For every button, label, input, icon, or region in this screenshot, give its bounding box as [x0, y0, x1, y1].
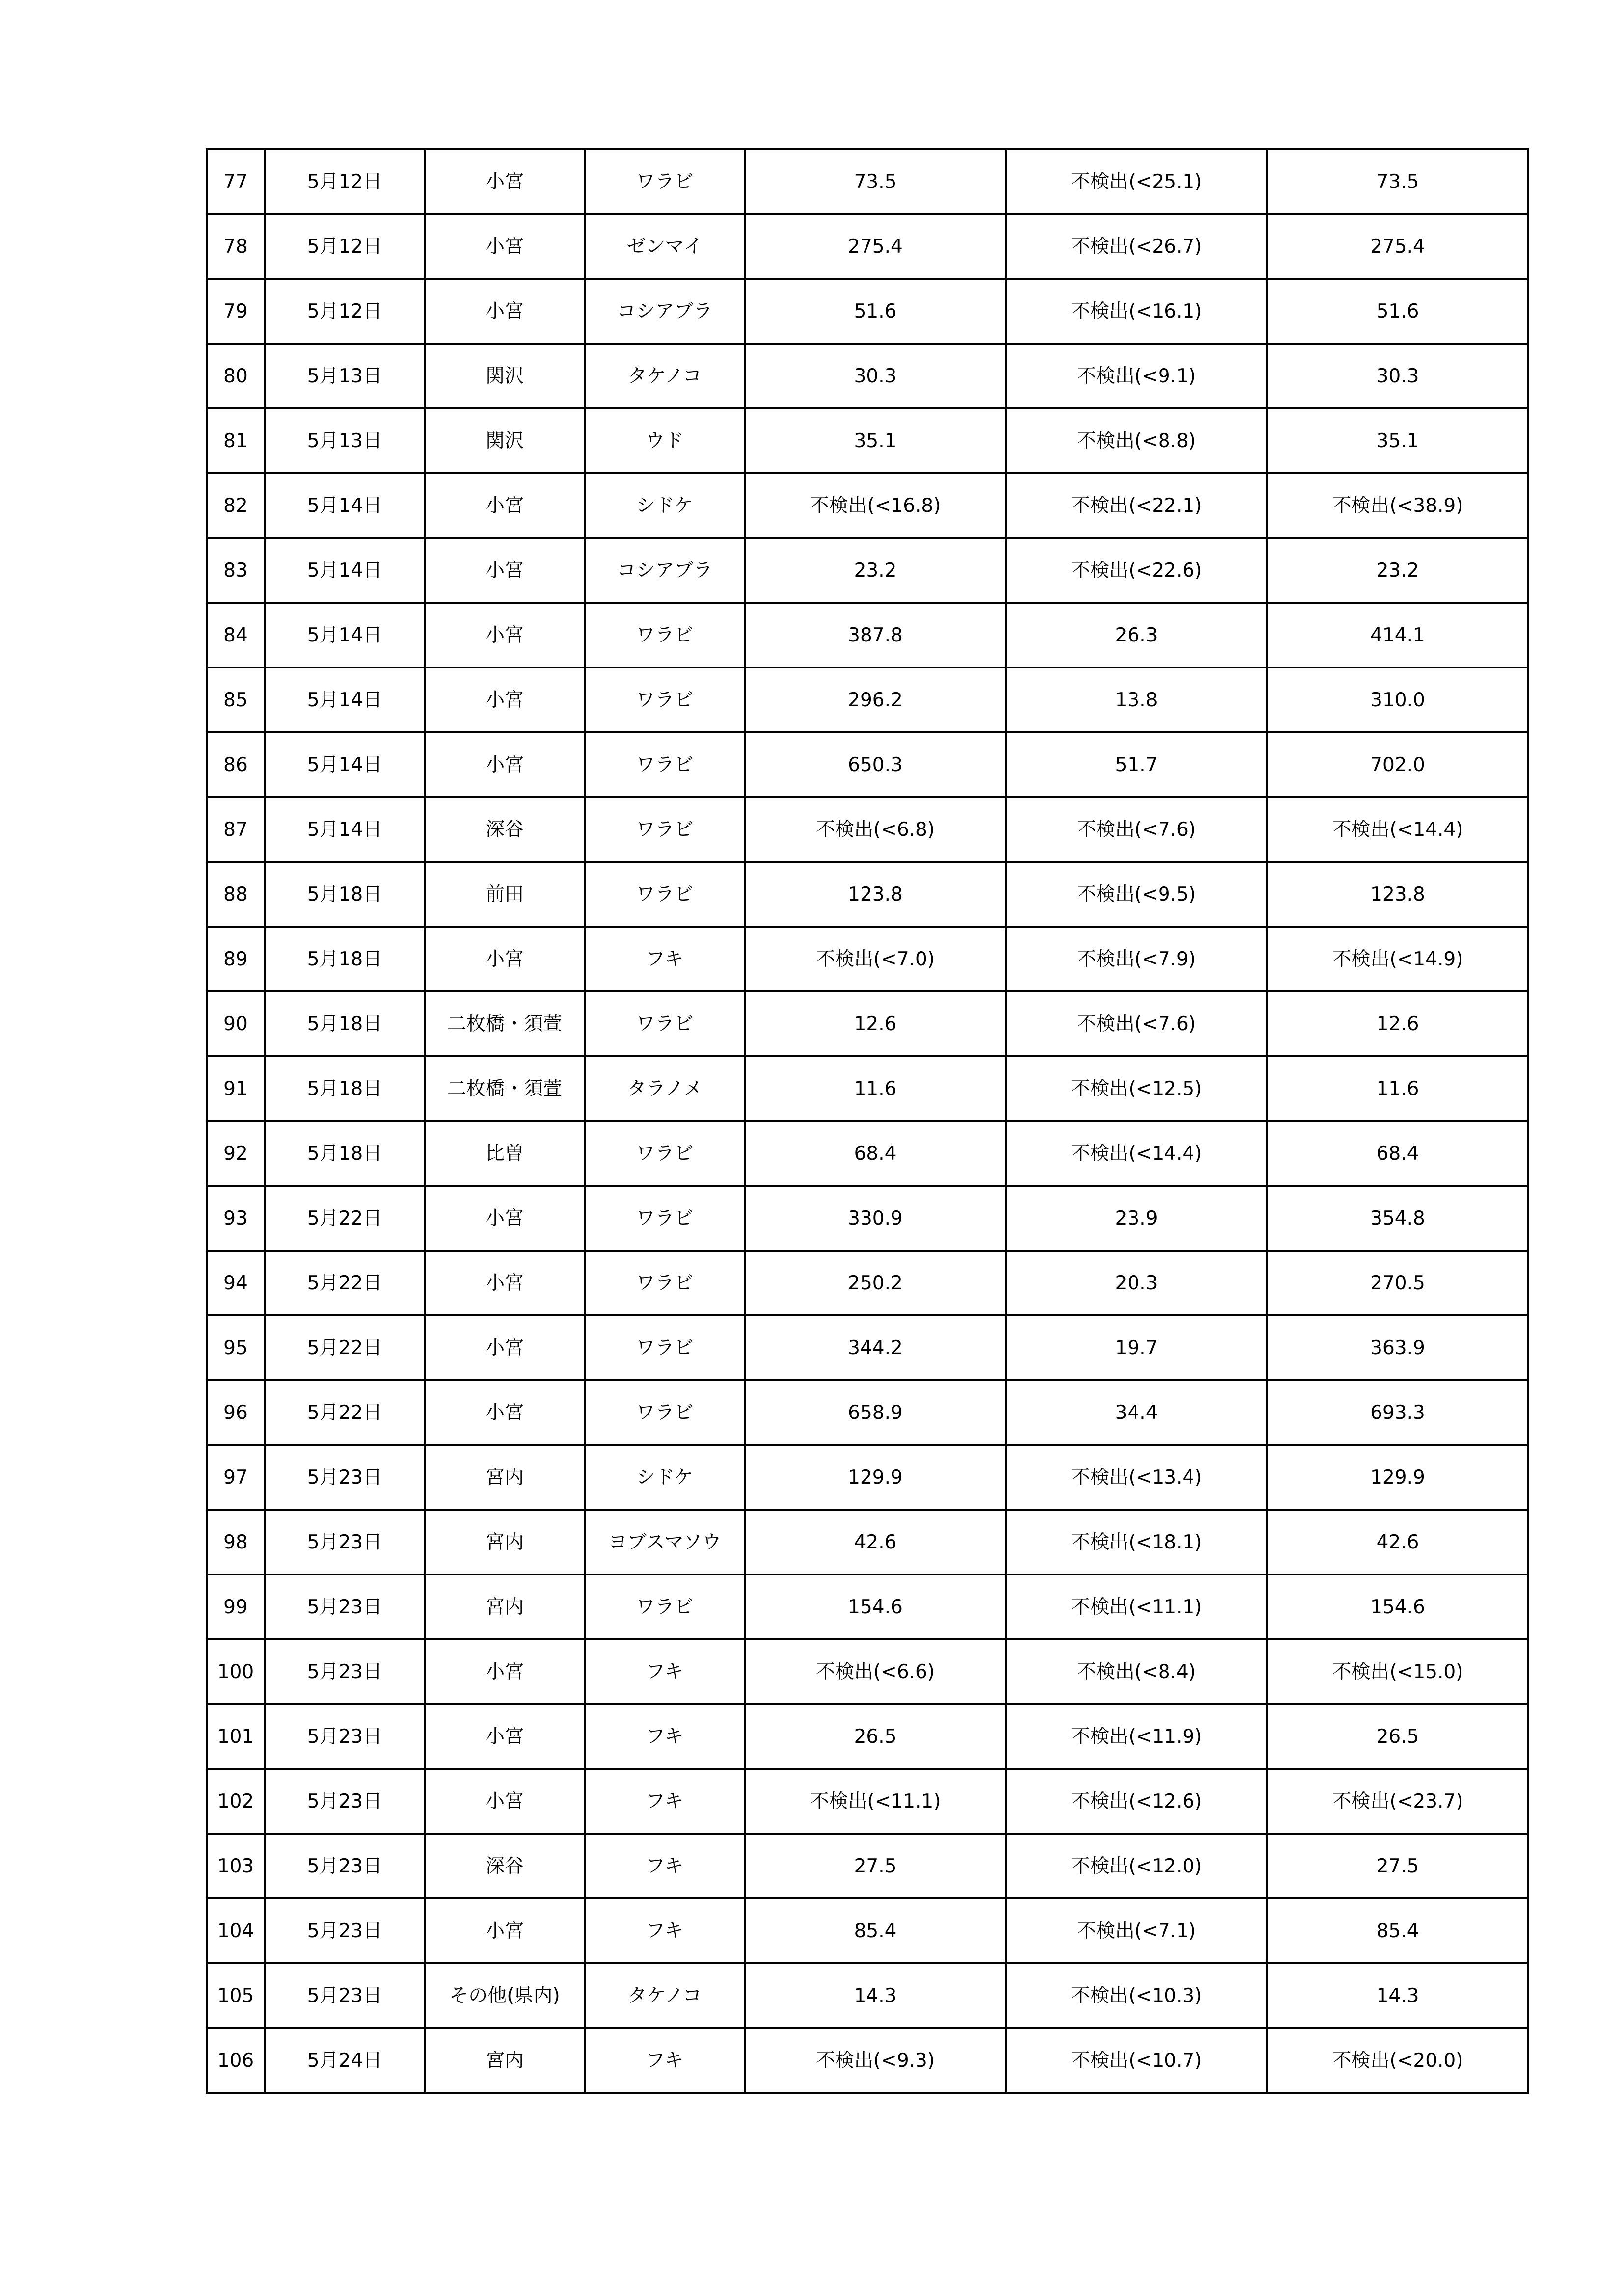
value-cell-1: 30.3 [745, 344, 1006, 408]
area-cell: 小宮 [425, 149, 585, 214]
value-cell-1: 不検出(<11.1) [745, 1769, 1006, 1834]
area-cell: 小宮 [425, 214, 585, 279]
row-number-cell: 91 [207, 1056, 265, 1121]
item-cell: ワラビ [585, 862, 745, 927]
area-cell: 小宮 [425, 538, 585, 603]
area-cell: 小宮 [425, 1769, 585, 1834]
value-cell-1: 11.6 [745, 1056, 1006, 1121]
table-row [207, 1056, 1528, 1121]
area-cell: 小宮 [425, 1898, 585, 1963]
row-number-cell: 100 [207, 1639, 265, 1704]
row-number-cell: 86 [207, 732, 265, 797]
value-cell-1: 275.4 [745, 214, 1006, 279]
value-cell-3: 23.2 [1267, 538, 1528, 603]
value-cell-3: 123.8 [1267, 862, 1528, 927]
date-cell: 5月23日 [265, 1898, 425, 1963]
area-cell: 小宮 [425, 1315, 585, 1380]
item-cell: ヨブスマソウ [585, 1510, 745, 1575]
date-cell: 5月23日 [265, 1769, 425, 1834]
value-cell-1: 296.2 [745, 667, 1006, 732]
date-cell: 5月22日 [265, 1380, 425, 1445]
item-cell: ワラビ [585, 1575, 745, 1639]
item-cell: フキ [585, 1704, 745, 1769]
date-cell: 5月23日 [265, 1575, 425, 1639]
area-cell: 小宮 [425, 1639, 585, 1704]
date-cell: 5月22日 [265, 1315, 425, 1380]
row-number-cell: 87 [207, 797, 265, 862]
value-cell-2: 不検出(<12.6) [1006, 1769, 1267, 1834]
area-cell: 前田 [425, 862, 585, 927]
row-number-cell: 83 [207, 538, 265, 603]
table-row [207, 1315, 1528, 1380]
row-number-cell: 88 [207, 862, 265, 927]
value-cell-2: 不検出(<10.3) [1006, 1963, 1267, 2028]
table-row [207, 1121, 1528, 1186]
table-row [207, 279, 1528, 344]
table-row [207, 1704, 1528, 1769]
item-cell: ワラビ [585, 149, 745, 214]
value-cell-1: 35.1 [745, 408, 1006, 473]
area-cell: 小宮 [425, 1251, 585, 1315]
area-cell: 小宮 [425, 1704, 585, 1769]
row-number-cell: 80 [207, 344, 265, 408]
value-cell-2: 不検出(<8.8) [1006, 408, 1267, 473]
value-cell-1: 123.8 [745, 862, 1006, 927]
value-cell-1: 154.6 [745, 1575, 1006, 1639]
value-cell-2: 20.3 [1006, 1251, 1267, 1315]
value-cell-1: 不検出(<7.0) [745, 927, 1006, 991]
table-row [207, 603, 1528, 667]
value-cell-2: 不検出(<12.5) [1006, 1056, 1267, 1121]
value-cell-2: 不検出(<8.4) [1006, 1639, 1267, 1704]
value-cell-3: 693.3 [1267, 1380, 1528, 1445]
item-cell: ワラビ [585, 1186, 745, 1251]
row-number-cell: 102 [207, 1769, 265, 1834]
item-cell: ゼンマイ [585, 214, 745, 279]
value-cell-3: 14.3 [1267, 1963, 1528, 2028]
area-cell: 二枚橋・須萱 [425, 991, 585, 1056]
value-cell-1: 85.4 [745, 1898, 1006, 1963]
date-cell: 5月23日 [265, 1639, 425, 1704]
value-cell-2: 不検出(<14.4) [1006, 1121, 1267, 1186]
date-cell: 5月22日 [265, 1186, 425, 1251]
value-cell-3: 154.6 [1267, 1575, 1528, 1639]
item-cell: フキ [585, 1769, 745, 1834]
area-cell: 小宮 [425, 927, 585, 991]
date-cell: 5月13日 [265, 408, 425, 473]
area-cell: 宮内 [425, 1510, 585, 1575]
value-cell-3: 702.0 [1267, 732, 1528, 797]
value-cell-2: 13.8 [1006, 667, 1267, 732]
date-cell: 5月14日 [265, 797, 425, 862]
date-cell: 5月14日 [265, 732, 425, 797]
table-row [207, 1834, 1528, 1898]
item-cell: ワラビ [585, 991, 745, 1056]
value-cell-2: 不検出(<9.1) [1006, 344, 1267, 408]
row-number-cell: 97 [207, 1445, 265, 1510]
value-cell-3: 11.6 [1267, 1056, 1528, 1121]
item-cell: タケノコ [585, 344, 745, 408]
date-cell: 5月12日 [265, 279, 425, 344]
value-cell-3: 不検出(<20.0) [1267, 2028, 1528, 2093]
value-cell-3: 73.5 [1267, 149, 1528, 214]
row-number-cell: 77 [207, 149, 265, 214]
item-cell: ウド [585, 408, 745, 473]
value-cell-2: 不検出(<9.5) [1006, 862, 1267, 927]
value-cell-1: 不検出(<6.6) [745, 1639, 1006, 1704]
area-cell: 小宮 [425, 667, 585, 732]
row-number-cell: 90 [207, 991, 265, 1056]
value-cell-3: 不検出(<38.9) [1267, 473, 1528, 538]
area-cell: 関沢 [425, 408, 585, 473]
date-cell: 5月18日 [265, 862, 425, 927]
value-cell-1: 73.5 [745, 149, 1006, 214]
table-row [207, 214, 1528, 279]
value-cell-2: 不検出(<22.6) [1006, 538, 1267, 603]
area-cell: 小宮 [425, 279, 585, 344]
item-cell: フキ [585, 1639, 745, 1704]
row-number-cell: 98 [207, 1510, 265, 1575]
value-cell-2: 不検出(<25.1) [1006, 149, 1267, 214]
date-cell: 5月23日 [265, 1704, 425, 1769]
row-number-cell: 89 [207, 927, 265, 991]
value-cell-1: 387.8 [745, 603, 1006, 667]
item-cell: ワラビ [585, 1251, 745, 1315]
date-cell: 5月14日 [265, 667, 425, 732]
table-row [207, 2028, 1528, 2093]
date-cell: 5月24日 [265, 2028, 425, 2093]
date-cell: 5月23日 [265, 1510, 425, 1575]
value-cell-2: 不検出(<7.6) [1006, 991, 1267, 1056]
item-cell: ワラビ [585, 732, 745, 797]
area-cell: 宮内 [425, 1445, 585, 1510]
value-cell-3: 68.4 [1267, 1121, 1528, 1186]
item-cell: シドケ [585, 1445, 745, 1510]
row-number-cell: 78 [207, 214, 265, 279]
table-row [207, 408, 1528, 473]
item-cell: ワラビ [585, 603, 745, 667]
value-cell-3: 27.5 [1267, 1834, 1528, 1898]
table-row [207, 732, 1528, 797]
value-cell-1: 14.3 [745, 1963, 1006, 2028]
value-cell-2: 不検出(<10.7) [1006, 2028, 1267, 2093]
results-table [206, 148, 1529, 2094]
table-row [207, 538, 1528, 603]
value-cell-2: 不検出(<13.4) [1006, 1445, 1267, 1510]
row-number-cell: 95 [207, 1315, 265, 1380]
table-row [207, 1575, 1528, 1639]
value-cell-3: 51.6 [1267, 279, 1528, 344]
item-cell: シドケ [585, 473, 745, 538]
value-cell-2: 不検出(<7.1) [1006, 1898, 1267, 1963]
value-cell-3: 不検出(<15.0) [1267, 1639, 1528, 1704]
row-number-cell: 96 [207, 1380, 265, 1445]
item-cell: ワラビ [585, 1121, 745, 1186]
table-row [207, 1251, 1528, 1315]
value-cell-1: 250.2 [745, 1251, 1006, 1315]
value-cell-1: 650.3 [745, 732, 1006, 797]
value-cell-2: 19.7 [1006, 1315, 1267, 1380]
area-cell: 小宮 [425, 732, 585, 797]
area-cell: 宮内 [425, 1575, 585, 1639]
item-cell: タラノメ [585, 1056, 745, 1121]
value-cell-1: 51.6 [745, 279, 1006, 344]
value-cell-2: 不検出(<22.1) [1006, 473, 1267, 538]
value-cell-2: 不検出(<7.9) [1006, 927, 1267, 991]
item-cell: コシアブラ [585, 538, 745, 603]
value-cell-2: 不検出(<18.1) [1006, 1510, 1267, 1575]
table-row [207, 797, 1528, 862]
value-cell-1: 27.5 [745, 1834, 1006, 1898]
value-cell-3: 414.1 [1267, 603, 1528, 667]
date-cell: 5月13日 [265, 344, 425, 408]
value-cell-1: 330.9 [745, 1186, 1006, 1251]
value-cell-3: 26.5 [1267, 1704, 1528, 1769]
row-number-cell: 79 [207, 279, 265, 344]
value-cell-1: 不検出(<16.8) [745, 473, 1006, 538]
value-cell-3: 30.3 [1267, 344, 1528, 408]
item-cell: フキ [585, 1898, 745, 1963]
value-cell-2: 34.4 [1006, 1380, 1267, 1445]
area-cell: 小宮 [425, 603, 585, 667]
item-cell: フキ [585, 927, 745, 991]
table-row [207, 1380, 1528, 1445]
date-cell: 5月23日 [265, 1963, 425, 2028]
area-cell: 深谷 [425, 797, 585, 862]
value-cell-1: 23.2 [745, 538, 1006, 603]
value-cell-2: 不検出(<16.1) [1006, 279, 1267, 344]
table-row [207, 1510, 1528, 1575]
value-cell-2: 不検出(<26.7) [1006, 214, 1267, 279]
row-number-cell: 105 [207, 1963, 265, 2028]
value-cell-2: 不検出(<11.9) [1006, 1704, 1267, 1769]
table-row [207, 473, 1528, 538]
table-row [207, 1963, 1528, 2028]
item-cell: ワラビ [585, 797, 745, 862]
value-cell-1: 68.4 [745, 1121, 1006, 1186]
value-cell-3: 不検出(<14.4) [1267, 797, 1528, 862]
value-cell-3: 42.6 [1267, 1510, 1528, 1575]
value-cell-2: 23.9 [1006, 1186, 1267, 1251]
table-row [207, 149, 1528, 214]
area-cell: 関沢 [425, 344, 585, 408]
date-cell: 5月14日 [265, 538, 425, 603]
row-number-cell: 99 [207, 1575, 265, 1639]
date-cell: 5月23日 [265, 1834, 425, 1898]
table-row [207, 862, 1528, 927]
date-cell: 5月12日 [265, 214, 425, 279]
item-cell: フキ [585, 2028, 745, 2093]
row-number-cell: 81 [207, 408, 265, 473]
table-row [207, 1898, 1528, 1963]
table-row [207, 1186, 1528, 1251]
date-cell: 5月18日 [265, 927, 425, 991]
value-cell-2: 51.7 [1006, 732, 1267, 797]
date-cell: 5月14日 [265, 603, 425, 667]
value-cell-3: 12.6 [1267, 991, 1528, 1056]
area-cell: 二枚橋・須萱 [425, 1056, 585, 1121]
value-cell-1: 129.9 [745, 1445, 1006, 1510]
value-cell-3: 270.5 [1267, 1251, 1528, 1315]
area-cell: 小宮 [425, 1186, 585, 1251]
area-cell: 小宮 [425, 1380, 585, 1445]
value-cell-2: 不検出(<12.0) [1006, 1834, 1267, 1898]
date-cell: 5月14日 [265, 473, 425, 538]
date-cell: 5月12日 [265, 149, 425, 214]
row-number-cell: 92 [207, 1121, 265, 1186]
value-cell-1: 658.9 [745, 1380, 1006, 1445]
value-cell-3: 354.8 [1267, 1186, 1528, 1251]
value-cell-2: 不検出(<11.1) [1006, 1575, 1267, 1639]
row-number-cell: 104 [207, 1898, 265, 1963]
row-number-cell: 106 [207, 2028, 265, 2093]
value-cell-1: 12.6 [745, 991, 1006, 1056]
row-number-cell: 82 [207, 473, 265, 538]
value-cell-1: 不検出(<6.8) [745, 797, 1006, 862]
table-row [207, 1639, 1528, 1704]
value-cell-3: 363.9 [1267, 1315, 1528, 1380]
table-row [207, 1769, 1528, 1834]
table-row [207, 344, 1528, 408]
table-row [207, 667, 1528, 732]
value-cell-1: 不検出(<9.3) [745, 2028, 1006, 2093]
value-cell-2: 26.3 [1006, 603, 1267, 667]
value-cell-3: 275.4 [1267, 214, 1528, 279]
area-cell: 深谷 [425, 1834, 585, 1898]
row-number-cell: 84 [207, 603, 265, 667]
row-number-cell: 103 [207, 1834, 265, 1898]
value-cell-1: 42.6 [745, 1510, 1006, 1575]
date-cell: 5月18日 [265, 1121, 425, 1186]
value-cell-3: 310.0 [1267, 667, 1528, 732]
row-number-cell: 93 [207, 1186, 265, 1251]
value-cell-3: 129.9 [1267, 1445, 1528, 1510]
area-cell: その他(県内) [425, 1963, 585, 2028]
value-cell-3: 不検出(<23.7) [1267, 1769, 1528, 1834]
item-cell: ワラビ [585, 1315, 745, 1380]
row-number-cell: 94 [207, 1251, 265, 1315]
date-cell: 5月18日 [265, 991, 425, 1056]
area-cell: 比曽 [425, 1121, 585, 1186]
row-number-cell: 85 [207, 667, 265, 732]
table-row [207, 927, 1528, 991]
item-cell: フキ [585, 1834, 745, 1898]
area-cell: 宮内 [425, 2028, 585, 2093]
value-cell-1: 26.5 [745, 1704, 1006, 1769]
area-cell: 小宮 [425, 473, 585, 538]
table-row [207, 1445, 1528, 1510]
item-cell: ワラビ [585, 1380, 745, 1445]
date-cell: 5月22日 [265, 1251, 425, 1315]
value-cell-1: 344.2 [745, 1315, 1006, 1380]
value-cell-3: 85.4 [1267, 1898, 1528, 1963]
date-cell: 5月23日 [265, 1445, 425, 1510]
value-cell-3: 35.1 [1267, 408, 1528, 473]
date-cell: 5月18日 [265, 1056, 425, 1121]
item-cell: タケノコ [585, 1963, 745, 2028]
table-row [207, 991, 1528, 1056]
table-body [207, 149, 1528, 2093]
item-cell: コシアブラ [585, 279, 745, 344]
value-cell-3: 不検出(<14.9) [1267, 927, 1528, 991]
item-cell: ワラビ [585, 667, 745, 732]
row-number-cell: 101 [207, 1704, 265, 1769]
value-cell-2: 不検出(<7.6) [1006, 797, 1267, 862]
